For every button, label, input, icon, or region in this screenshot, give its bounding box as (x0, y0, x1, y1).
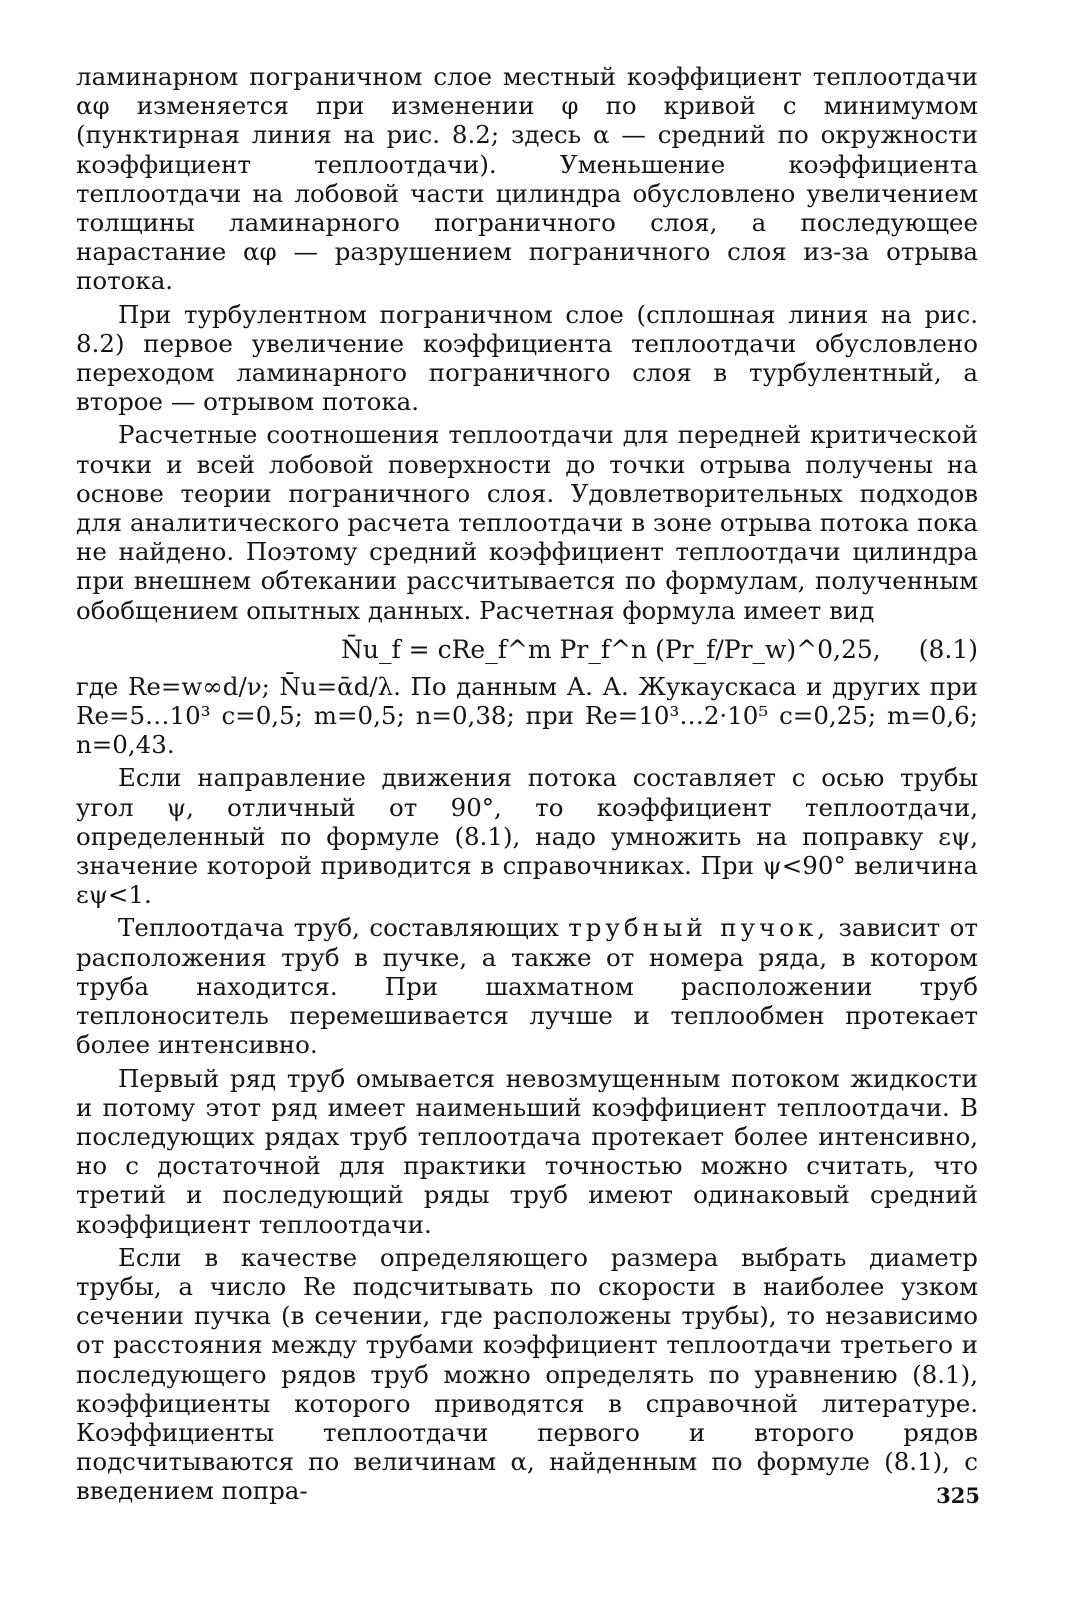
formula-expression: N̄u_f = cRe_f^m Pr_f^n (Pr_f/Pr_w)^0,25, (341, 634, 881, 664)
paragraph-first-row: Первый ряд труб омывается невозмущенным потоком жидкости и потому этот ряд имеет наименьший коэффициент теплоотдачи. В последующих рядах труб теплоотдача протекает более интенсивно, но с достаточной для практики точностью можно считать, что третий и последующий ряды труб имеют одинаковый средний коэффициент теплоотдачи. (76, 1063, 978, 1239)
paragraph-diameter: Если в качестве определяющего размера выбрать диаметр трубы, а число Re подсчитывать по скорости в наиболее узком сечении пучка (в сечении, где расположены трубы), то независимо от расстояния между трубами коэффициент теплоотдачи третьего и последующего рядов труб можно определять по уравнению (8.1), коэффициенты которого приводятся в справочной литературе. Коэффициенты теплоотдачи первого и второго рядов подсчитываются по величинам α, найденным по формуле (8.1), с введением попра- (76, 1242, 978, 1506)
paragraph-turbulent: При турбулентном пограничном слое (сплошная линия на рис. 8.2) первое увеличение коэффициента теплоотдачи обусловлено переходом ламинарного пограничного слоя в турбулентный, а второе — отрывом потока. (76, 299, 978, 417)
paragraph-laminar: ламинарном пограничном слое местный коэффициент теплоотдачи αφ изменяется при изменении φ по кривой с минимумом (пунктирная линия на рис. 8.2; здесь α — средний по окружности коэффициент теплоотдачи). Уменьшение коэффициента теплоотдачи на лобовой части цилиндра обусловлено увеличением толщины ламинарного пограничного слоя, а последующее нарастание αφ — разрушением пограничного слоя из-за отрыва потока. (76, 62, 978, 296)
formula-number: (8.1) (918, 634, 978, 664)
paragraph-tube-bundle (76, 913, 978, 1059)
bundle-text-before: Теплоотдача труб, составляющих (118, 913, 559, 943)
paragraph-coefficients: где Re=w∞d/ν; N̄u=ᾱd/λ. По данным А. А. Жукаускаса и других при Re=5…10³ c=0,5; m=0,5; n=0,38; при Re=10³…2·10⁵ c=0,25; m=0,6; n=0,43. (76, 671, 978, 760)
bundle-text-after: зависит от расположения труб в пучке, а также от номера ряда, в котором труба находится. При шахматном расположении труб теплоноситель перемешивается лучше и теплообмен протекает более интенсивно. (76, 913, 978, 1060)
bundle-term: трубный пучок, (568, 913, 830, 943)
paragraph-calculation: Расчетные соотношения теплоотдачи для передней критической точки и всей лобовой поверхности до точки отрыва получены на основе теории пограничного слоя. Удовлетворительных подходов для аналитического расчета теплоотдачи в зоне отрыва потока пока не найдено. Поэтому средний коэффициент теплоотдачи цилиндра при внешнем обтекании рассчитывается по формулам, полученным обобщением опытных данных. Расчетная формула имеет вид (76, 420, 978, 625)
page-number: 325 (936, 1483, 980, 1508)
paragraph-angle: Если направление движения потока составляет с осью трубы угол ψ, отличный от 90°, то коэффициент теплоотдачи, определенный по формуле (8.1), надо умножить на поправку εψ, значение которой приводится в справочниках. При ψ<90° величина εψ<1. (76, 763, 978, 910)
formula-8-1 (76, 629, 978, 671)
